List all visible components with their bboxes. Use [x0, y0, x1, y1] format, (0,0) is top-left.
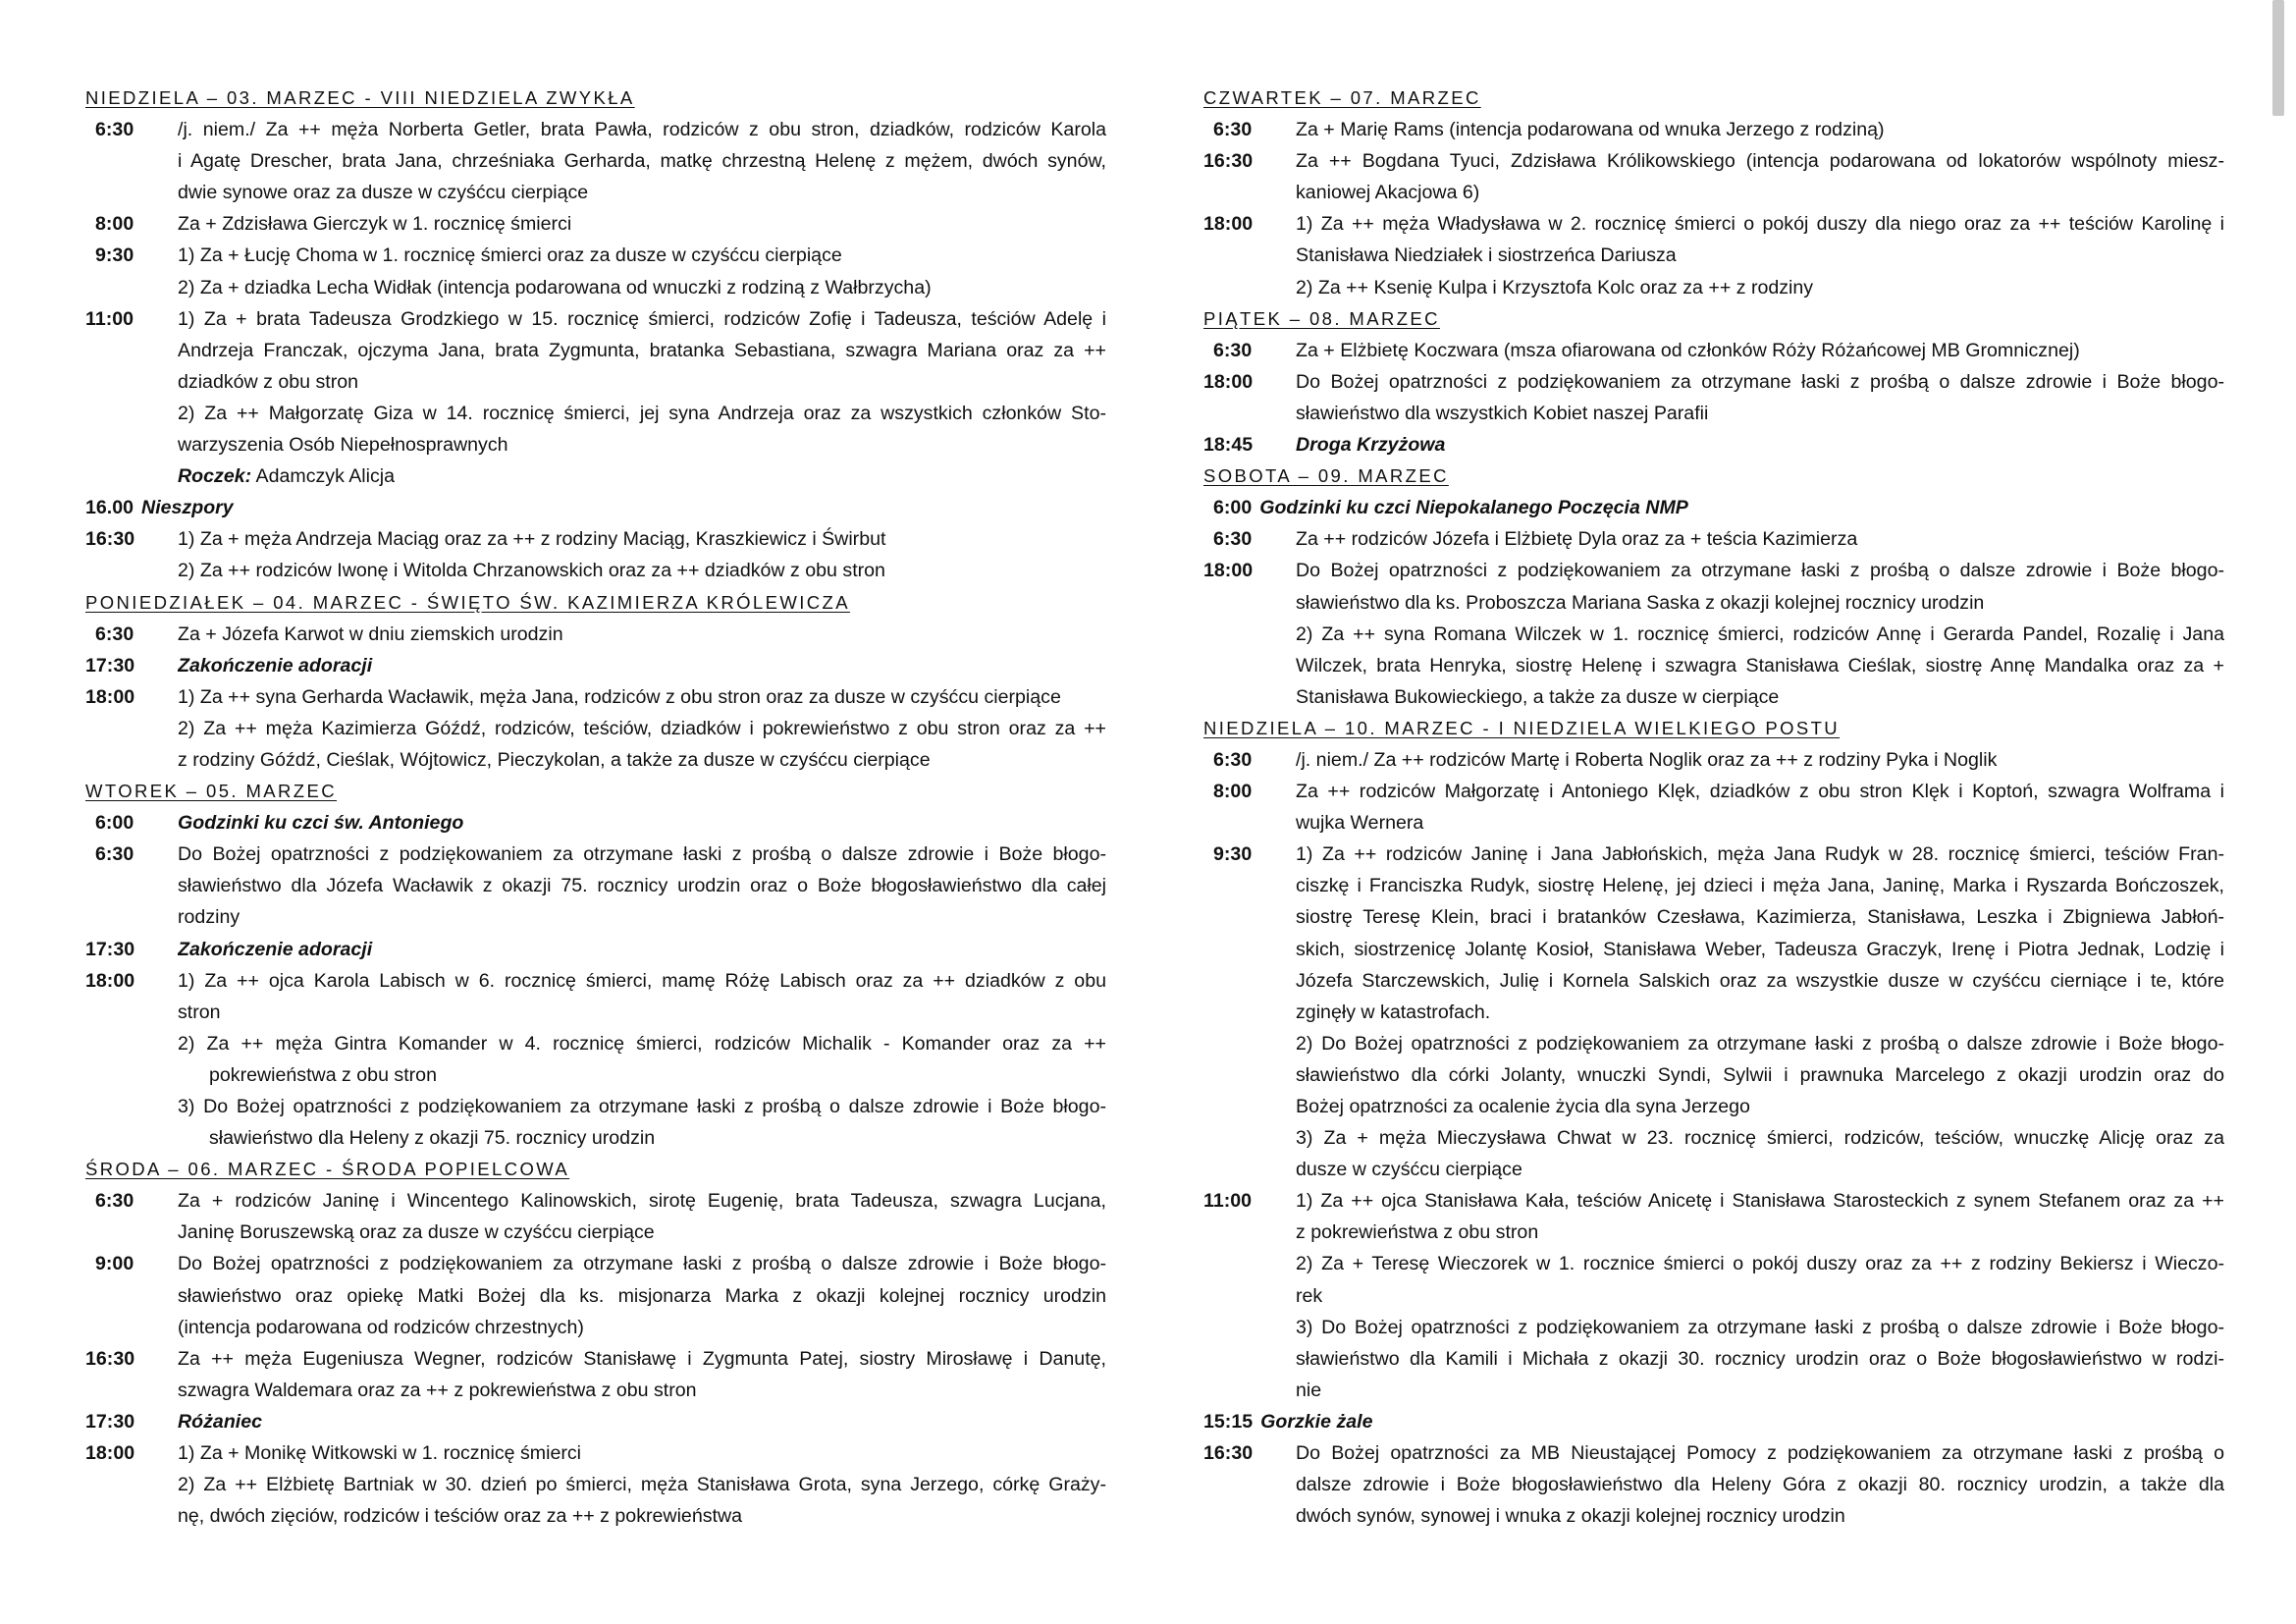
intention-text: 1) Za + męża Andrzeja Maciąg oraz za ++ z rodziny Maciąg, Kraszkiewicz i Świrbut	[178, 528, 886, 551]
intention-text: 2) Za ++ Ksenię Kulpa i Krzysztofa Kolc oraz za ++ z rodziny	[1296, 276, 1814, 298]
intention-text: Za + Marię Rams (intencja podarowana od wnuka Jerzego z rodziną)	[1296, 119, 1885, 141]
mass-intention	[1296, 555, 2224, 712]
intention-line	[1296, 587, 2224, 619]
intention-text: sławieństwo dla Józefa Wacławik z okazji 75. rocznicy urodzin oraz o Boże błogosławieństwo dla całej	[178, 875, 1106, 897]
intention-text: 2) Za + dziadka Lecha Widłak (intencja podarowana od wnuczki z rodziną z Wałbrzycha)	[178, 276, 932, 298]
intention-line	[1296, 681, 2224, 713]
mass-time: 18:00	[85, 1442, 135, 1465]
intention-text: Za ++ Bogdana Tyuci, Zdzisława Królikowskiego (intencja podarowana od lokatorów wspólnoty miesz-	[1296, 150, 2224, 173]
intention-text: dalsze zdrowie i Boże błogosławieństwo dla Heleny Góra z okazji 80. rocznicy urodzin, a także dla	[1296, 1474, 2224, 1496]
intention-text: nie	[1296, 1379, 1322, 1401]
intention-line	[178, 901, 1106, 933]
intention-text: stron	[178, 1001, 221, 1023]
intention-line	[1296, 398, 2224, 429]
mass-time: 17:30	[85, 1410, 135, 1433]
intention-text: Do Bożej opatrzności z podziękowaniem za otrzymane łaski z prośbą o dalsze zdrowie i Boże błogo-	[1296, 370, 2224, 393]
right-column	[1203, 82, 2224, 1532]
intention-text: 2) Za ++ męża Kazimierza Góźdź, rodziców, teściów, dziadków i pokrewieństwo z obu stron oraz za ++	[178, 717, 1106, 739]
mass-intention	[178, 1185, 1106, 1248]
intention-text: Zakończenie adoracji	[178, 938, 373, 960]
intention-line	[1296, 934, 2224, 965]
mass-time: 11:00	[1203, 1190, 1253, 1213]
intention-line	[178, 1122, 1106, 1154]
intention-text: zginęły w katastrofach.	[1296, 1001, 1491, 1023]
intention-text: Za ++ rodziców Małgorzatę i Antoniego Klęk, dziadków z obu stron Klęk i Koptoń, szwagra Wolframa i	[1296, 781, 2224, 803]
intention-label: Roczek:	[178, 465, 252, 488]
mass-entry	[85, 965, 1106, 1155]
mass-time: 18:00	[85, 685, 135, 708]
intention-text: sławieństwo oraz opiekę Matki Bożej dla ks. misjonarza Marka z okazji kolejnej rocznicy urodzin	[178, 1284, 1106, 1307]
intention-line	[178, 807, 1106, 839]
mass-time: 16:30	[85, 1347, 135, 1370]
mass-entry	[1203, 744, 2224, 776]
intention-line	[1296, 1248, 2224, 1279]
mass-entry	[1203, 366, 2224, 429]
intention-text: 2) Za ++ Małgorzatę Giza w 14. rocznicę śmierci, jej syna Andrzeja oraz za wszystkich członków Sto-	[178, 402, 1106, 424]
intention-line	[178, 177, 1106, 208]
intention-line	[178, 208, 1106, 240]
mass-entry	[1203, 776, 2224, 839]
mass-intention	[1296, 114, 2224, 145]
intention-text: Za ++ rodziców Józefa i Elżbietę Dyla oraz za + teścia Kazimierza	[1296, 528, 1858, 551]
mass-time: 6:30	[95, 843, 134, 866]
intention-text: Za ++ męża Eugeniusza Wegner, rodziców Stanisławę i Zygmunta Patej, siostry Mirosławę i Danutę,	[178, 1347, 1106, 1370]
mass-entry	[85, 934, 1106, 965]
intention-text: Janinę Boruszewską oraz za dusze w czyśćcu cierpiące	[178, 1221, 655, 1244]
mass-intention	[1296, 1185, 2224, 1406]
mass-time: 6:30	[95, 119, 134, 141]
mass-entry	[85, 807, 1106, 839]
intention-text: sławieństwo dla wszystkich Kobiet naszej Parafii	[1296, 402, 1709, 424]
mass-entry	[85, 1406, 1106, 1437]
mass-entry	[85, 681, 1106, 776]
intention-line	[1296, 1091, 2224, 1122]
mass-entry	[1203, 145, 2224, 208]
mass-time: 17:30	[85, 938, 135, 960]
mass-time: 6:30	[1213, 119, 1253, 141]
intention-text: 1) Za + Monikę Witkowski w 1. rocznicę śmierci	[178, 1442, 582, 1465]
intention-text: 2) Za + Teresę Wieczorek w 1. rocznice śmierci o pokój duszy oraz za ++ z rodziny Bekiersz i Wieczo-	[1296, 1253, 2224, 1275]
intention-line	[1296, 1280, 2224, 1312]
mass-intention	[178, 303, 1106, 493]
intention-text: dziadków z obu stron	[178, 370, 359, 393]
service-name: Nieszpory	[141, 497, 234, 519]
intention-text: nę, dwóch zięciów, rodziców i teściów oraz za ++ z pokrewieństwa	[178, 1505, 743, 1528]
intention-line	[178, 1375, 1106, 1406]
intention-line	[1296, 997, 2224, 1028]
intention-line	[178, 1280, 1106, 1312]
intention-line	[178, 114, 1106, 145]
intention-text: warzyszenia Osób Niepełnosprawnych	[178, 434, 508, 457]
intention-text: z rodziny Góźdź, Cieślak, Wójtowicz, Pieczykolan, a także za dusze w czyśćcu cierpiące	[178, 748, 931, 771]
intention-text: szwagra Waldemara oraz za ++ z pokrewieństwa z obu stron	[178, 1379, 697, 1401]
service-time: 15:15	[1203, 1410, 1254, 1433]
mass-time: 17:30	[85, 654, 135, 677]
intention-line	[1296, 208, 2224, 240]
mass-entry	[85, 1185, 1106, 1248]
intention-line	[1296, 650, 2224, 681]
intention-text: 2) Za ++ syna Romana Wilczek w 1. rocznicę śmierci, rodziców Annę i Gerarda Pandel, Rozalię i Jana	[1296, 623, 2224, 645]
intention-text: Godzinki ku czci św. Antoniego	[178, 812, 464, 835]
intention-text: 1) Za ++ rodziców Janinę i Jana Jabłońskich, męża Jana Rudyk w 28. rocznicę śmierci, teściów Fran-	[1296, 843, 2224, 866]
intention-text: sławieństwo dla ks. Proboszcza Mariana Saska z okazji kolejnej rocznicy urodzin	[1296, 591, 1985, 614]
mass-time: 16:30	[1203, 1442, 1254, 1465]
intention-text: Droga Krzyżowa	[1296, 434, 1446, 457]
intention-text: Józefa Starczewskich, Julię i Kornela Salskich oraz za wszystkie dusze w czyśćcu cierniące i te, które	[1296, 969, 2224, 992]
mass-time: 9:30	[1213, 843, 1253, 866]
service-time: 6:00	[1213, 497, 1253, 519]
left-column	[85, 82, 1106, 1532]
intention-line	[1296, 1469, 2224, 1500]
intention-text: (intencja podarowana od rodziców chrzestnych)	[178, 1316, 584, 1338]
mass-time: 6:30	[95, 1190, 134, 1213]
mass-entry	[1203, 523, 2224, 555]
intention-text: ciszkę i Franciszka Rudyk, siostrę Helenę, jej dzieci i męża Jana, Janinę, Marka i Ryszarda Bończoszek,	[1296, 875, 2224, 897]
intention-line	[178, 145, 1106, 177]
intention-line	[178, 335, 1106, 366]
intention-line	[1296, 776, 2224, 807]
mass-intention	[178, 114, 1106, 208]
mass-intention	[178, 208, 1106, 240]
intention-line	[178, 681, 1106, 713]
mass-time: 6:30	[1213, 528, 1253, 551]
intention-text: Do Bożej opatrzności za MB Nieustającej Pomocy z podziękowaniem za otrzymane łaski z prośbą o	[1296, 1442, 2224, 1465]
intention-line	[1296, 1217, 2224, 1248]
intention-line	[178, 744, 1106, 776]
mass-entry	[1203, 1437, 2224, 1532]
intention-line	[178, 1500, 1106, 1532]
intention-line	[178, 934, 1106, 965]
intention-text: 1) Za ++ ojca Stanisława Kała, teściów Anicetę i Stanisława Starosteckich z synem Stefanem oraz za ++	[1296, 1190, 2224, 1213]
mass-entry	[1203, 114, 2224, 145]
mass-intention	[178, 839, 1106, 933]
mass-time: 6:30	[1213, 339, 1253, 361]
mass-intention	[178, 240, 1106, 302]
mass-intention	[1296, 429, 2224, 460]
mass-time: 16:30	[1203, 150, 1254, 173]
day-heading: SOBOTA – 09. MARZEC	[1203, 465, 1449, 487]
intention-line	[178, 650, 1106, 681]
intention-text: dwóch synów, synowej i wnuka z okazji kolejnej rocznicy urodzin	[1296, 1505, 1845, 1528]
intention-text: z pokrewieństwa z obu stron	[1296, 1221, 1539, 1244]
mass-entry	[1203, 429, 2224, 460]
intention-text: Do Bożej opatrzności z podziękowaniem za otrzymane łaski z prośbą o dalsze zdrowie i Boże błogo-	[178, 1253, 1106, 1275]
mass-intention	[1296, 744, 2224, 776]
intention-line	[1296, 429, 2224, 460]
intention-line	[178, 1028, 1106, 1059]
day-heading: CZWARTEK – 07. MARZEC	[1203, 87, 1481, 108]
mass-time: 8:00	[1213, 781, 1253, 803]
mass-intention	[178, 965, 1106, 1155]
mass-intention	[178, 619, 1106, 650]
intention-text: Stanisława Niedziałek i siostrzeńca Dariusza	[1296, 244, 1677, 267]
intention-text: 3) Do Bożej opatrzności z podziękowaniem za otrzymane łaski z prośbą o dalsze zdrowie i Boże błogo-	[178, 1096, 1106, 1117]
intention-text: Różaniec	[178, 1410, 263, 1433]
intention-line	[1296, 1375, 2224, 1406]
intention-line	[1296, 1059, 2224, 1091]
intention-line	[1296, 619, 2224, 650]
intention-line	[178, 839, 1106, 870]
intention-line	[1296, 744, 2224, 776]
intention-line	[1296, 366, 2224, 398]
intention-line	[178, 1059, 1106, 1091]
special-service	[1203, 1406, 2224, 1437]
intention-text: 1) Za ++ syna Gerharda Wacławik, męża Jana, rodziców z obu stron oraz za dusze w czyśćcu cierpiące	[178, 685, 1061, 708]
intention-text: 1) Za + Łucję Choma w 1. rocznicę śmierci oraz za dusze w czyśćcu cierpiące	[178, 244, 842, 267]
intention-line	[1296, 870, 2224, 901]
mass-entry	[85, 208, 1106, 240]
intention-line	[1296, 965, 2224, 997]
intention-text: Zakończenie adoracji	[178, 654, 373, 677]
intention-line	[178, 1091, 1106, 1122]
mass-intention	[178, 650, 1106, 681]
intention-text: 2) Do Bożej opatrzności z podziękowaniem za otrzymane łaski z prośbą o dalsze zdrowie i Boże błogo-	[1296, 1032, 2224, 1055]
mass-time: 18:00	[1203, 560, 1254, 582]
mass-entry	[85, 1248, 1106, 1342]
intention-line	[178, 1217, 1106, 1248]
mass-intention	[1296, 366, 2224, 429]
intention-line	[1296, 1122, 2224, 1154]
mass-time: 9:30	[95, 244, 134, 267]
intention-text: Za + rodziców Janinę i Wincentego Kalinowskich, sirotę Eugenię, brata Tadeusza, szwagra Lucjana,	[178, 1190, 1106, 1213]
intention-text: rodziny	[178, 906, 240, 929]
day-heading: NIEDZIELA – 03. MARZEC - VIII NIEDZIELA ZWYKŁA	[85, 87, 635, 108]
intention-text: Andrzeja Franczak, ojczyma Jana, brata Zygmunta, bratanka Sebastiana, szwagra Mariana oraz za ++	[178, 339, 1106, 361]
intention-text: dusze w czyśćcu cierpiące	[1296, 1159, 1522, 1181]
service-name: Godzinki ku czci Niepokalanego Poczęcia NMP	[1259, 497, 1688, 519]
mass-intention	[178, 1343, 1106, 1406]
mass-intention	[178, 1248, 1106, 1342]
intention-text: Do Bożej opatrzności z podziękowaniem za otrzymane łaski z prośbą o dalsze zdrowie i Boże błogo-	[178, 843, 1106, 866]
intention-line	[178, 460, 1106, 492]
mass-intention	[1296, 1437, 2224, 1532]
mass-entry	[1203, 208, 2224, 302]
intention-text: rek	[1296, 1284, 1323, 1307]
day-heading: PONIEDZIAŁEK – 04. MARZEC - ŚWIĘTO ŚW. KAZIMIERZA KRÓLEWICZA	[85, 591, 850, 613]
intention-text: sławieństwo dla Kamili i Michała z okazji 30. rocznicy urodzin oraz o Boże błogosławieństwo w rodzi-	[1296, 1347, 2224, 1370]
intention-line	[1296, 1154, 2224, 1185]
mass-intention	[178, 681, 1106, 776]
day-heading: ŚRODA – 06. MARZEC - ŚRODA POPIELCOWA	[85, 1159, 570, 1180]
mass-intention	[178, 523, 1106, 586]
mass-intention	[178, 1437, 1106, 1532]
day-heading: WTOREK – 05. MARZEC	[85, 781, 337, 802]
mass-entry	[85, 523, 1106, 586]
intention-text: sławieństwo dla córki Jolanty, wnuczki Syndi, Sylwii i prawnuka Marcelego z okazji urodzin oraz do	[1296, 1063, 2224, 1086]
intention-line	[1296, 1185, 2224, 1217]
special-service	[1203, 492, 2224, 523]
mass-entry	[1203, 839, 2224, 1185]
intention-line	[1296, 114, 2224, 145]
mass-entry	[85, 114, 1106, 208]
intention-line	[1296, 1312, 2224, 1343]
intention-text: 3) Za + męża Mieczysława Chwat w 23. rocznicę śmierci, rodziców, teściów, wnuczkę Alicję oraz za	[1296, 1127, 2224, 1150]
mass-intention	[1296, 145, 2224, 208]
intention-text: /j. niem./ Za ++ męża Norberta Getler, brata Pawła, rodziców z obu stron, dziadków, rodziców Karola	[178, 119, 1106, 141]
mass-entry	[85, 240, 1106, 302]
intention-text: 2) Za ++ Elżbietę Bartniak w 30. dzień po śmierci, męża Stanisława Grota, syna Jerzego, córkę Graży-	[178, 1474, 1106, 1496]
intention-line	[1296, 272, 2224, 303]
intention-line	[1296, 145, 2224, 177]
intention-line	[1296, 901, 2224, 933]
intention-line	[178, 555, 1106, 586]
intention-line	[178, 1469, 1106, 1500]
mass-entry	[85, 1343, 1106, 1406]
intention-line	[1296, 240, 2224, 271]
intention-text: 1) Za ++ ojca Karola Labisch w 6. rocznicę śmierci, mamę Różę Labisch oraz za ++ dziadków z obu	[178, 969, 1106, 992]
mass-time: 6:30	[1213, 748, 1253, 771]
mass-intention	[178, 934, 1106, 965]
mass-entry	[1203, 335, 2224, 366]
intention-text: Za + Zdzisława Gierczyk w 1. rocznicę śmierci	[178, 213, 572, 236]
intention-line	[1296, 1500, 2224, 1532]
day-heading: PIĄTEK – 08. MARZEC	[1203, 307, 1440, 329]
day-heading: NIEDZIELA – 10. MARZEC - I NIEDZIELA WIELKIEGO POSTU	[1203, 717, 1841, 738]
intention-line	[178, 366, 1106, 398]
mass-time: 18:45	[1203, 434, 1254, 457]
intention-line	[1296, 807, 2224, 839]
mass-intention	[178, 807, 1106, 839]
service-name: Gorzkie żale	[1260, 1410, 1373, 1433]
intention-line	[1296, 335, 2224, 366]
intention-text: Za + Elżbietę Koczwara (msza ofiarowana od członków Róży Różańcowej MB Gromnicznej)	[1296, 339, 2080, 361]
mass-time: 11:00	[85, 307, 134, 330]
intention-text: Adamczyk Alicja	[251, 465, 396, 488]
intention-text: Stanisława Bukowieckiego, a także za dusze w cierpiące	[1296, 685, 1780, 708]
mass-time: 8:00	[95, 213, 134, 236]
mass-time: 18:00	[1203, 213, 1254, 236]
intention-text: Bożej opatrzności za ocalenie życia dla syna Jerzego	[1296, 1096, 1750, 1117]
intention-line	[178, 1343, 1106, 1375]
mass-entry	[85, 650, 1106, 681]
intention-line	[1296, 555, 2224, 586]
mass-time: 6:00	[95, 812, 134, 835]
intention-line	[178, 523, 1106, 555]
intention-line	[178, 1406, 1106, 1437]
intention-line	[178, 1312, 1106, 1343]
mass-time: 18:00	[1203, 370, 1254, 393]
mass-entry	[1203, 555, 2224, 712]
intention-line	[1296, 1437, 2224, 1469]
intention-line	[178, 240, 1106, 271]
intention-text: wujka Wernera	[1296, 812, 1424, 835]
intention-text: Wilczek, brata Henryka, siostrę Helenę i szwagra Stanisława Cieślak, siostrę Annę Mandalka oraz za +	[1296, 654, 2224, 677]
intention-text: i Agatę Drescher, brata Jana, chrześniaka Gerharda, matkę chrzestną Helenę z mężem, dwóch synów,	[178, 150, 1106, 173]
mass-intention	[1296, 523, 2224, 555]
intention-line	[1296, 523, 2224, 555]
mass-entry	[85, 1437, 1106, 1532]
intention-text: 3) Do Bożej opatrzności z podziękowaniem za otrzymane łaski z prośbą o dalsze zdrowie i Boże błogo-	[1296, 1316, 2224, 1338]
mass-intention	[1296, 208, 2224, 302]
mass-intention	[1296, 776, 2224, 839]
mass-intention	[178, 1406, 1106, 1437]
intention-text: kaniowej Akacjowa 6)	[1296, 182, 1480, 204]
intention-line	[178, 1437, 1106, 1469]
intention-text: 1) Za + brata Tadeusza Grodzkiego w 15. rocznicę śmierci, rodziców Zofię i Tadeusza, teściów Adelę i	[178, 307, 1106, 330]
mass-time: 6:30	[95, 623, 134, 645]
mass-entry	[85, 619, 1106, 650]
mass-time: 18:00	[85, 969, 135, 992]
intention-line	[178, 1185, 1106, 1217]
intention-line	[178, 713, 1106, 744]
mass-intention	[1296, 335, 2224, 366]
intention-line	[178, 272, 1106, 303]
intention-text: pokrewieństwa z obu stron	[209, 1063, 437, 1086]
intention-line	[1296, 839, 2224, 870]
intention-text: 2) Za ++ rodziców Iwonę i Witolda Chrzanowskich oraz za ++ dziadków z obu stron	[178, 560, 885, 582]
intention-line	[1296, 1028, 2224, 1059]
intention-text: Za + Józefa Karwot w dniu ziemskich urodzin	[178, 623, 563, 645]
mass-intention	[1296, 839, 2224, 1185]
intention-line	[178, 997, 1106, 1028]
intention-line	[178, 870, 1106, 901]
intention-text: siostrę Teresę Klein, braci i bratanków Czesława, Kazimierza, Stanisława, Leszka i Zbigniewa Jabłoń-	[1296, 906, 2224, 929]
service-time: 16.00	[85, 497, 134, 519]
mass-entry	[1203, 1185, 2224, 1406]
mass-entry	[85, 303, 1106, 493]
intention-text: 1) Za ++ męża Władysława w 2. rocznicę śmierci o pokój duszy dla niego oraz za ++ teściów Karolinę i	[1296, 213, 2224, 236]
intention-line	[178, 619, 1106, 650]
mass-entry	[85, 839, 1106, 933]
intention-text: /j. niem./ Za ++ rodziców Martę i Roberta Noglik oraz za ++ z rodziny Pyka i Noglik	[1296, 748, 1998, 771]
scrollbar-thumb[interactable]	[2272, 0, 2284, 116]
intention-text: skich, siostrzenicę Jolantę Kosioł, Stanisława Weber, Tadeusza Graczyk, Irenę i Piotra Jednak, Lodzię i	[1296, 938, 2224, 960]
intention-line	[178, 1248, 1106, 1279]
mass-time: 9:00	[95, 1253, 134, 1275]
intention-line	[178, 303, 1106, 335]
intention-text: 2) Za ++ męża Gintra Komander w 4. rocznicę śmierci, rodziców Michalik - Komander oraz za ++	[178, 1032, 1106, 1055]
intention-text: sławieństwo dla Heleny z okazji 75. rocznicy urodzin	[209, 1127, 656, 1150]
intention-text: dwie synowe oraz za dusze w czyśćcu cierpiące	[178, 182, 589, 204]
special-service	[85, 492, 1106, 523]
intention-line	[178, 965, 1106, 997]
intention-line	[1296, 1343, 2224, 1375]
intention-line	[1296, 177, 2224, 208]
intention-line	[178, 429, 1106, 460]
mass-time: 16:30	[85, 528, 135, 551]
intention-text: Do Bożej opatrzności z podziękowaniem za otrzymane łaski z prośbą o dalsze zdrowie i Boże błogo-	[1296, 560, 2224, 582]
intention-line	[178, 398, 1106, 429]
